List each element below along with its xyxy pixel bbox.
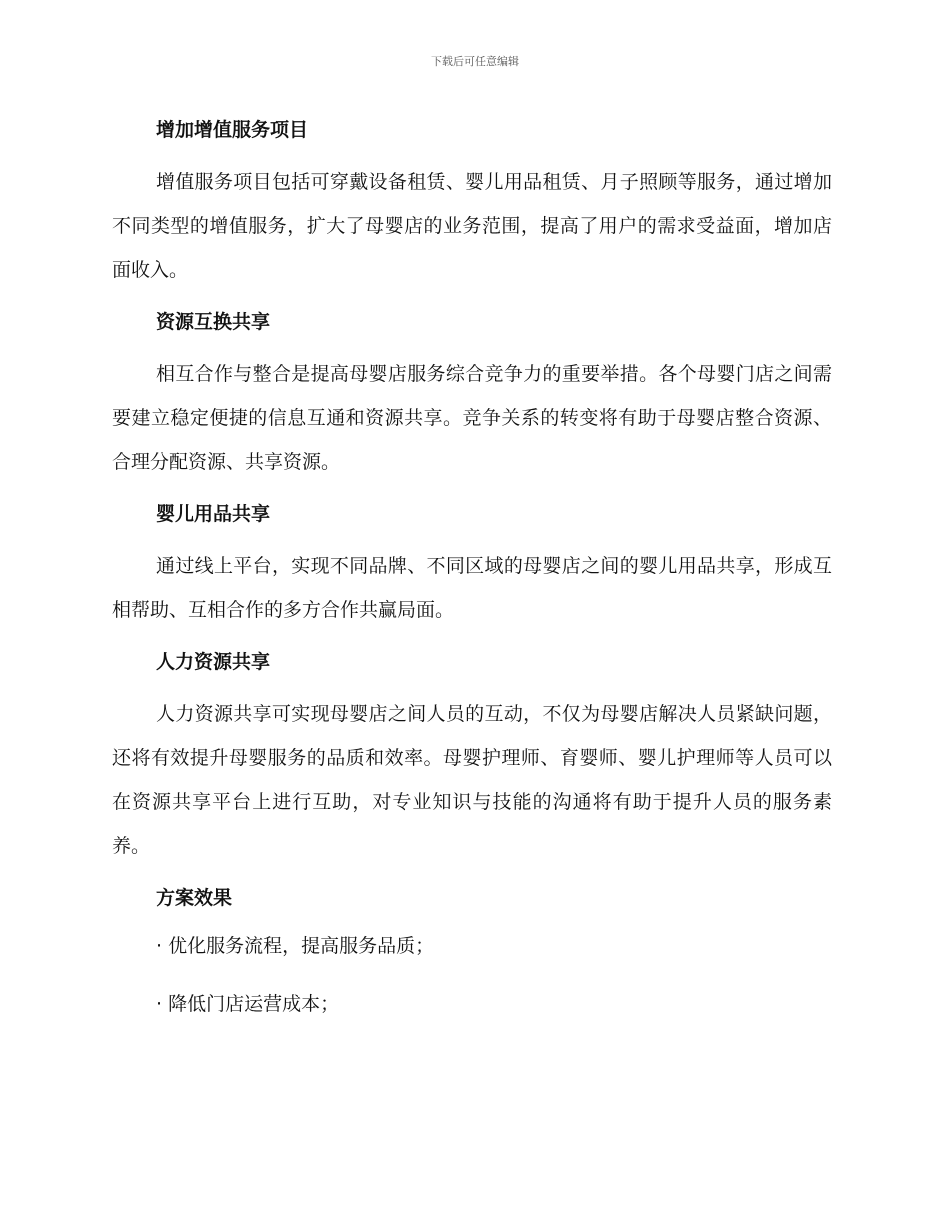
section-heading-effects: 方案效果 [156,887,233,909]
section-paragraph-human-resources: 人力资源共享可实现母婴店之间人员的互动，不仅为母婴店解决人员紧缺问题，还将有效提升母婴服务的品质和效率。母婴护理师、育婴师、婴儿护理师等人员可以在资源共享平台上进行互助，对专业知识与技能的沟通将有助于提升人员的服务素养。 [112,703,832,857]
section-heading-resource-exchange: 资源互换共享 [156,311,271,333]
effect-bullet-item: · 降低门店运营成本； [156,993,340,1015]
page-header: 下载后可任意编辑 [431,55,519,68]
document-body [112,112,832,1044]
section-paragraph-value-added: 增值服务项目包括可穿戴设备租赁、婴儿用品租赁、月子照顾等服务，通过增加不同类型的增值服务，扩大了母婴店的业务范围，提高了用户的需求受益面，增加店面收入。 [112,171,832,281]
section-heading-human-resources: 人力资源共享 [156,651,271,673]
section-paragraph-baby-goods: 通过线上平台，实现不同品牌、不同区域的母婴店之间的婴儿用品共享，形成互相帮助、互相合作的多方合作共赢局面。 [112,555,832,621]
section-heading-value-added: 增加增值服务项目 [156,119,309,141]
section-heading-baby-goods: 婴儿用品共享 [156,503,271,525]
effect-bullet-item: · 优化服务流程，提高服务品质； [156,935,435,957]
section-paragraph-resource-exchange: 相互合作与整合是提高母婴店服务综合竞争力的重要举措。各个母婴门店之间需要建立稳定便捷的信息互通和资源共享。竞争关系的转变将有助于母婴店整合资源、合理分配资源、共享资源。 [112,363,832,473]
